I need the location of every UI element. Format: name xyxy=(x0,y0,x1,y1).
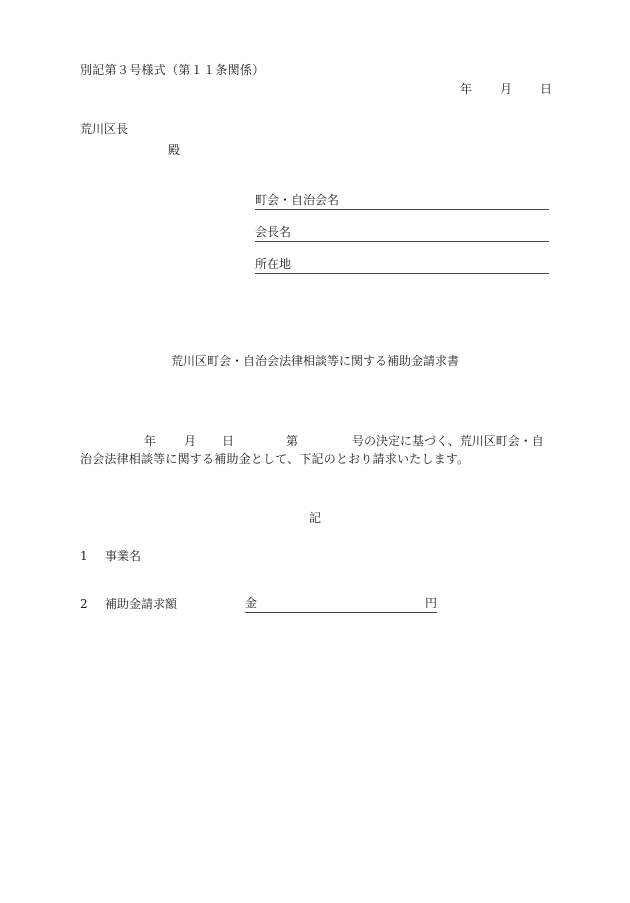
item-request-amount xyxy=(80,598,177,610)
decision-day-label: 日 xyxy=(222,434,235,448)
item-project-name xyxy=(80,550,141,562)
president-name-label: 会長名 xyxy=(255,225,292,239)
ki-heading: 記 xyxy=(309,511,322,525)
amount-field[interactable] xyxy=(245,597,437,613)
request-sentence-rest: 号の決定に基づく、荒川区町会・自 xyxy=(352,434,544,448)
date-month-label: 月 xyxy=(500,82,513,96)
president-name-field[interactable] xyxy=(255,226,549,242)
addressee: 荒川区長 xyxy=(80,122,129,136)
item-number: 1 xyxy=(80,549,88,563)
form-number: 別記第３号様式（第１１条関係） xyxy=(80,63,265,77)
document-title xyxy=(0,355,630,367)
decision-number-prefix: 第 xyxy=(286,434,299,448)
honorific: 殿 xyxy=(168,143,181,157)
date-day-label: 日 xyxy=(540,82,553,96)
address-label: 所在地 xyxy=(255,257,292,271)
decision-year-label: 年 xyxy=(144,434,157,448)
decision-month-label: 月 xyxy=(184,434,197,448)
document-title-text: 荒川区町会・自治会法律相談等に関する補助金請求書 xyxy=(170,354,459,368)
item-label: 補助金請求額 xyxy=(105,597,178,611)
amount-suffix: 円 xyxy=(424,596,437,610)
submission-date xyxy=(460,83,552,95)
item-number: 2 xyxy=(80,597,88,611)
item-label: 事業名 xyxy=(105,549,142,563)
request-sentence-line2: 治会法律相談等に関する補助金として、下記のとおり請求いたします。 xyxy=(80,452,470,466)
association-name-label: 町会・自治会名 xyxy=(255,193,340,207)
date-year-label: 年 xyxy=(460,82,473,96)
amount-prefix: 金 xyxy=(245,596,258,610)
address-field[interactable] xyxy=(255,258,549,274)
association-name-field[interactable] xyxy=(255,194,549,210)
